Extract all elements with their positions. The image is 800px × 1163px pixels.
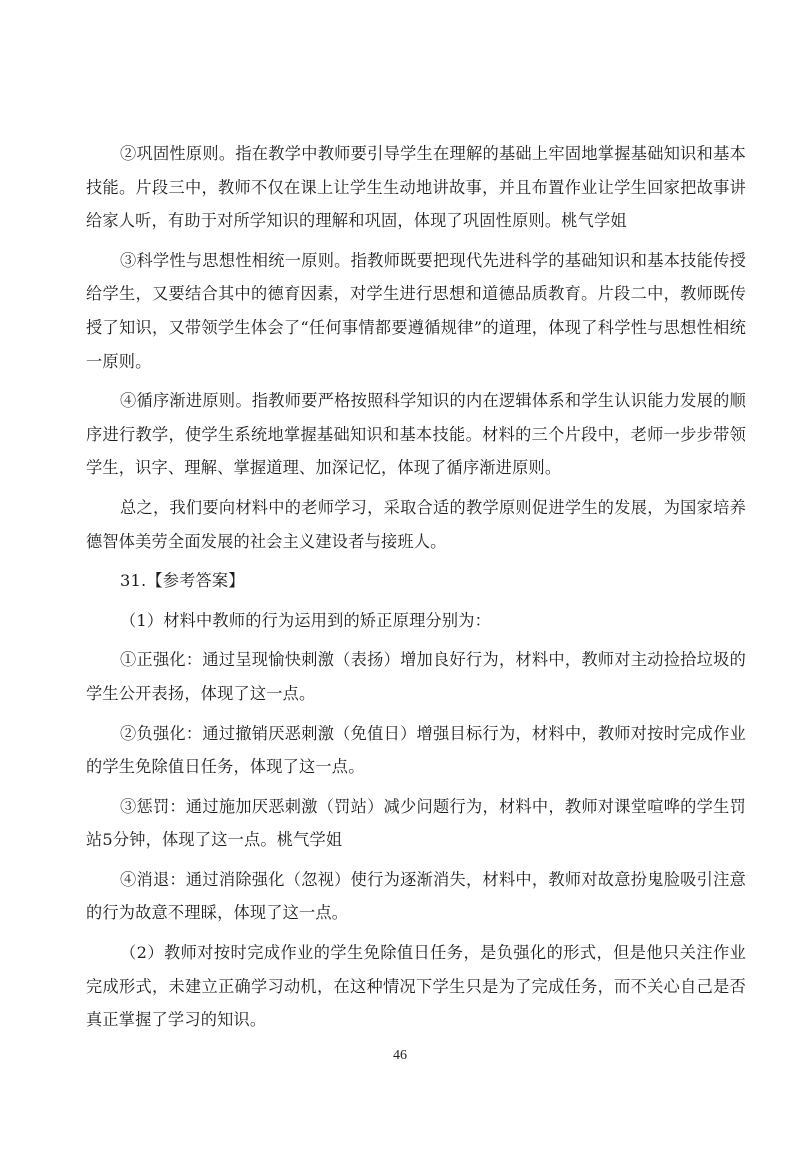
- paragraph-negative-reinforcement: ②负强化：通过撤销厌恶刺激（免值日）增强目标行为，材料中，教师对按时完成作业的学生免除值日任务，体现了这一点。: [86, 723, 746, 777]
- document-body: [86, 137, 746, 1037]
- paragraph-punishment: ③惩罚：通过施加厌恶刺激（罚站）减少问题行为，材料中，教师对课堂喧哗的学生罚站5分钟，体现了这一点。桃气学姐: [86, 796, 746, 850]
- paragraph-extinction: ④消退：通过消除强化（忽视）使行为逐渐消失，材料中，教师对故意扮鬼脸吸引注意的行为故意不理睬，体现了这一点。: [86, 869, 746, 923]
- paragraph-question-2: （2）教师对按时完成作业的学生免除值日任务，是负强化的形式，但是他只关注作业完成形式，未建立正确学习动机，在这种情况下学生只是为了完成任务，而不关心自己是否真正掌握了学习的知识。: [86, 943, 746, 1030]
- answer-heading-31: 31.【参考答案】: [120, 571, 245, 591]
- paragraph-question-1-intro: （1）材料中教师的行为运用到的矫正原理分别为：: [120, 610, 492, 630]
- paragraph-conclusion: 总之，我们要向材料中的老师学习，采取合适的教学原则促进学生的发展，为国家培养德智体美劳全面发展的社会主义建设者与接班人。: [86, 497, 746, 551]
- paragraph-consolidation-principle: ②巩固性原则。指在教学中教师要引导学生在理解的基础上牢固地掌握基础知识和基本技能。片段三中，教师不仅在课上让学生生动地讲故事，并且布置作业让学生回家把故事讲给家人听，有助于对所学知识的理解和巩固，体现了巩固性原则。桃气学姐: [86, 144, 746, 231]
- paragraph-gradual-progress-principle: ④循序渐进原则。指教师要严格按照科学知识的内在逻辑体系和学生认识能力发展的顺序进行教学，使学生系统地掌握基础知识和基本技能。材料的三个片段中，老师一步步带领学生，识字、理解、掌握道理、加深记忆，体现了循序渐进原则。: [86, 391, 746, 478]
- paragraph-science-ideology-principle: ③科学性与思想性相统一原则。指教师既要把现代先进科学的基础知识和基本技能传授给学生，又要结合其中的德育因素，对学生进行思想和道德品质教育。片段二中，教师既传授了知识，又带领学生体会了“任何事情都要遵循规律”的道理，体现了科学性与思想性相统一原则。: [86, 250, 746, 371]
- page-number: 46: [393, 1048, 407, 1063]
- paragraph-positive-reinforcement: ①正强化：通过呈现愉快刺激（表扬）增加良好行为，材料中，教师对主动捡拾垃圾的学生公开表扬，体现了这一点。: [86, 650, 746, 703]
